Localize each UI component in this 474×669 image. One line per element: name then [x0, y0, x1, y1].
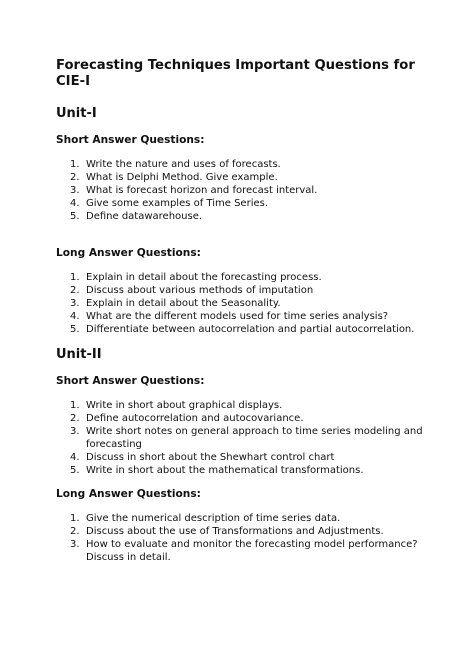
question-item — [56, 310, 434, 323]
question-item — [56, 323, 434, 336]
question-number: 1. — [70, 513, 80, 524]
question-number: 4. — [70, 452, 80, 463]
question-number: 1. — [70, 272, 80, 283]
unit-2-long-questions — [56, 512, 434, 564]
question-item — [56, 464, 434, 477]
question-text: Write in short about the mathematical transformations. — [86, 465, 364, 476]
question-item — [56, 197, 434, 210]
question-text: Explain in detail about the Seasonality. — [86, 298, 281, 309]
question-item — [56, 399, 434, 412]
question-number: 2. — [70, 413, 80, 424]
unit-1-long-questions — [56, 271, 434, 336]
unit-2-short-questions — [56, 399, 434, 477]
unit-1-short-heading: Short Answer Questions: — [56, 134, 205, 146]
question-text: Explain in detail about the forecasting process. — [86, 272, 322, 283]
unit-1-title: Unit-I — [56, 106, 97, 121]
question-text: Write short notes on general approach to time series modeling and forecasting — [86, 426, 423, 450]
question-text: Give the numerical description of time series data. — [86, 513, 341, 524]
question-text: How to evaluate and monitor the forecasting model performance? Discuss in detail. — [86, 539, 418, 563]
question-text: Discuss about the use of Transformations and Adjustments. — [86, 526, 384, 537]
question-text: What is forecast horizon and forecast interval. — [86, 185, 318, 196]
unit-2-title: Unit-II — [56, 347, 102, 362]
unit-1-short-questions — [56, 158, 434, 223]
question-text: Define datawarehouse. — [86, 211, 203, 222]
question-text: Write the nature and uses of forecasts. — [86, 159, 281, 170]
unit-2-long-heading: Long Answer Questions: — [56, 488, 201, 500]
question-number: 4. — [70, 311, 80, 322]
question-number: 2. — [70, 285, 80, 296]
question-text: Give some examples of Time Series. — [86, 198, 269, 209]
unit-2-short-heading: Short Answer Questions: — [56, 375, 205, 387]
question-number: 3. — [70, 298, 80, 309]
question-item — [56, 210, 434, 223]
question-number: 3. — [70, 426, 80, 437]
question-item — [56, 538, 434, 564]
question-text: Differentiate between autocorrelation and partial autocorrelation. — [86, 324, 415, 335]
question-text: Discuss in short about the Shewhart control chart — [86, 452, 335, 463]
question-item — [56, 297, 434, 310]
question-number: 2. — [70, 526, 80, 537]
question-text: What is Delphi Method. Give example. — [86, 172, 278, 183]
question-number: 5. — [70, 324, 80, 335]
question-item — [56, 284, 434, 297]
document-title: Forecasting Techniques Important Questions for CIE-I — [56, 58, 415, 89]
question-number: 3. — [70, 185, 80, 196]
question-text: Discuss about various methods of imputation — [86, 285, 314, 296]
question-item — [56, 158, 434, 171]
question-text: Write in short about graphical displays. — [86, 400, 283, 411]
question-item — [56, 171, 434, 184]
question-number: 5. — [70, 465, 80, 476]
question-item — [56, 184, 434, 197]
question-number: 5. — [70, 211, 80, 222]
question-number: 1. — [70, 400, 80, 411]
question-item — [56, 412, 434, 425]
question-item — [56, 512, 434, 525]
question-text: What are the different models used for time series analysis? — [86, 311, 389, 322]
question-item — [56, 451, 434, 464]
question-number: 4. — [70, 198, 80, 209]
question-item — [56, 525, 434, 538]
question-number: 2. — [70, 172, 80, 183]
unit-1-long-heading: Long Answer Questions: — [56, 247, 201, 259]
question-number: 1. — [70, 159, 80, 170]
question-item — [56, 271, 434, 284]
question-item — [56, 425, 434, 451]
question-text: Define autocorrelation and autocovariance. — [86, 413, 304, 424]
question-number: 3. — [70, 539, 80, 550]
